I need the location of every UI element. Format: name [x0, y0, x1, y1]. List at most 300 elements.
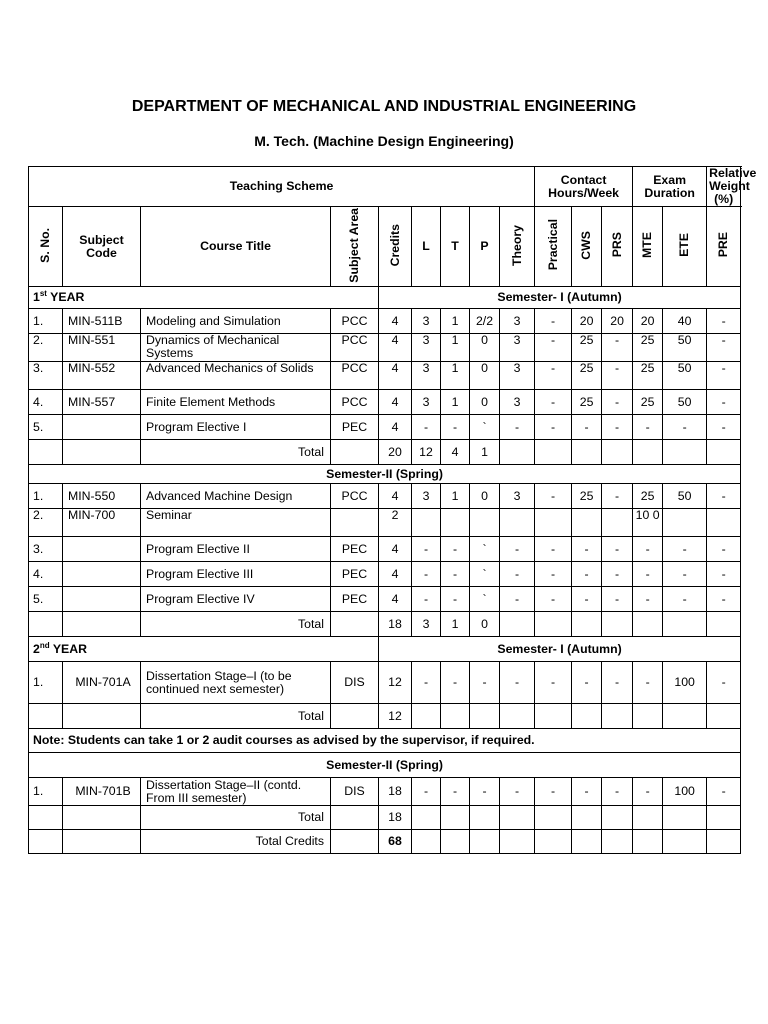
ete-cell: - [663, 537, 707, 562]
total-label: Total Credits [141, 830, 331, 854]
pre-header: PRE [716, 232, 731, 258]
cws-cell: 20 [572, 309, 602, 334]
empty-cell [29, 440, 63, 465]
total-credits: 68 [379, 830, 412, 854]
p-cell: 0 [470, 484, 500, 509]
practical-cell: - [535, 309, 572, 334]
mte-cell: 25 [633, 390, 663, 415]
practical-cell: - [535, 484, 572, 509]
empty-cell [707, 612, 741, 637]
sno-cell: 5. [29, 587, 63, 612]
prs-cell: 20 [602, 309, 633, 334]
theory-cell: 3 [500, 362, 535, 390]
pre-cell [707, 509, 741, 537]
theory-cell: 3 [500, 484, 535, 509]
subject-code-cell: MIN-550 [63, 484, 141, 509]
ete-cell: - [663, 415, 707, 440]
empty-cell [535, 830, 572, 854]
ete-cell: 40 [663, 309, 707, 334]
subject-area-cell [331, 509, 379, 537]
subject-area-cell: PEC [331, 537, 379, 562]
course-row [29, 537, 741, 562]
subject-area-cell: PCC [331, 362, 379, 390]
pre-cell: - [707, 537, 741, 562]
total-hours: 0 [470, 612, 500, 637]
empty-cell [572, 806, 602, 830]
subject-code-cell [63, 587, 141, 612]
practical-cell: - [535, 778, 572, 806]
prs-cell: - [602, 662, 633, 704]
total-credits: 20 [379, 440, 412, 465]
subject-code-cell: MIN-511B [63, 309, 141, 334]
subject-area-cell: PEC [331, 415, 379, 440]
empty-cell [63, 704, 141, 729]
l-cell: 3 [412, 484, 441, 509]
p-cell: 0 [470, 390, 500, 415]
year-word: YEAR [49, 641, 87, 656]
cws-cell: - [572, 587, 602, 612]
course-title-cell: Finite Element Methods [141, 390, 331, 415]
empty-cell [633, 806, 663, 830]
total-label: Total [141, 612, 331, 637]
theory-cell: - [500, 562, 535, 587]
course-title-cell: Program Elective III [141, 562, 331, 587]
cws-cell: - [572, 778, 602, 806]
mte-cell: - [633, 562, 663, 587]
teaching-scheme-header: Teaching Scheme [29, 167, 535, 207]
sno-cell: 4. [29, 390, 63, 415]
p-cell: ` [470, 587, 500, 612]
pre-cell: - [707, 309, 741, 334]
subject-area-cell: PCC [331, 334, 379, 362]
year-ordinal: st [39, 288, 47, 298]
credits-cell: 18 [379, 778, 412, 806]
empty-cell [707, 830, 741, 854]
subject-area-header: Subject Area [347, 207, 361, 283]
total-row [29, 806, 741, 830]
l-cell: 3 [412, 390, 441, 415]
sno-cell: 1. [29, 662, 63, 704]
year-ordinal: nd [39, 640, 50, 650]
empty-cell [633, 830, 663, 854]
empty-cell [663, 806, 707, 830]
practical-cell: - [535, 562, 572, 587]
course-title-cell: Dissertation Stage–II (contd. From III semester) [141, 778, 331, 806]
p-cell: 0 [470, 334, 500, 362]
ete-cell: 50 [663, 484, 707, 509]
cws-cell: 25 [572, 484, 602, 509]
sno-cell: 3. [29, 362, 63, 390]
practical-cell: - [535, 587, 572, 612]
empty-cell [29, 830, 63, 854]
empty-cell [663, 440, 707, 465]
empty-cell [331, 704, 379, 729]
course-title-cell: Dissertation Stage–I (to be continued next semester) [141, 662, 331, 704]
theory-cell: 3 [500, 334, 535, 362]
practical-cell: - [535, 390, 572, 415]
practical-cell: - [535, 537, 572, 562]
course-title-cell: Program Elective IV [141, 587, 331, 612]
total-hours: 3 [412, 612, 441, 637]
credits-cell: 4 [379, 390, 412, 415]
sno-cell: 1. [29, 309, 63, 334]
sno-cell: 1. [29, 484, 63, 509]
empty-cell [663, 830, 707, 854]
course-title-cell: Modeling and Simulation [141, 309, 331, 334]
semester-label: Semester- I (Autumn) [379, 637, 741, 662]
practical-cell: - [535, 662, 572, 704]
subject-code-cell: MIN-552 [63, 362, 141, 390]
credits-cell: 4 [379, 362, 412, 390]
l-cell: - [412, 415, 441, 440]
credits-cell: 4 [379, 562, 412, 587]
subject-code-cell: MIN-700 [63, 509, 141, 537]
empty-cell [663, 612, 707, 637]
semester-row [29, 753, 741, 778]
empty-cell [441, 806, 470, 830]
mte-cell: - [633, 537, 663, 562]
t-cell: - [441, 562, 470, 587]
course-title-cell: Dynamics of Mechanical Systems [141, 334, 331, 362]
semester-label: Semester-II (Spring) [29, 465, 741, 484]
sno-cell: 5. [29, 415, 63, 440]
mte-cell: - [633, 415, 663, 440]
empty-cell [602, 704, 633, 729]
semester-row [29, 465, 741, 484]
practical-cell: - [535, 362, 572, 390]
ete-cell: 100 [663, 778, 707, 806]
cws-cell: 25 [572, 390, 602, 415]
relative-weight-header: Relative Weight (%) [707, 167, 741, 207]
course-row [29, 362, 741, 390]
mte-cell: 10 0 [633, 509, 663, 537]
l-cell: 3 [412, 334, 441, 362]
sno-cell: 1. [29, 778, 63, 806]
empty-cell [535, 440, 572, 465]
header-row-columns [29, 207, 741, 287]
prs-header: PRS [609, 232, 624, 258]
course-title-cell: Program Elective II [141, 537, 331, 562]
subject-code-cell: MIN-701A [63, 662, 141, 704]
empty-cell [500, 704, 535, 729]
semester-row [29, 729, 741, 753]
empty-cell [29, 704, 63, 729]
cws-cell: 25 [572, 362, 602, 390]
l-cell: - [412, 562, 441, 587]
pre-cell: - [707, 662, 741, 704]
credits-cell: 4 [379, 334, 412, 362]
subject-area-cell: DIS [331, 662, 379, 704]
course-title-cell: Advanced Mechanics of Solids [141, 362, 331, 390]
empty-cell [535, 806, 572, 830]
l-cell: - [412, 662, 441, 704]
course-row [29, 334, 741, 362]
practical-header: Practical [545, 219, 560, 271]
empty-cell [572, 440, 602, 465]
total-label: Total [141, 704, 331, 729]
exam-duration-header: Exam Duration [633, 167, 707, 207]
department-title: DEPARTMENT OF MECHANICAL AND INDUSTRIAL ENGINEERING [131, 98, 637, 115]
sno-cell: 4. [29, 562, 63, 587]
t-cell: 1 [441, 309, 470, 334]
empty-cell [633, 704, 663, 729]
empty-cell [412, 806, 441, 830]
l-cell: 3 [412, 309, 441, 334]
theory-cell: - [500, 415, 535, 440]
practical-cell: - [535, 334, 572, 362]
empty-cell [412, 830, 441, 854]
pre-cell: - [707, 334, 741, 362]
teaching-scheme-table [28, 166, 757, 854]
empty-cell [63, 806, 141, 830]
course-title-cell: Seminar [141, 509, 331, 537]
theory-header: Theory [509, 224, 524, 266]
total-credits: 18 [379, 806, 412, 830]
l-cell: - [412, 778, 441, 806]
total-hours: 12 [412, 440, 441, 465]
empty-cell [441, 704, 470, 729]
credits-cell: 12 [379, 662, 412, 704]
t-cell: 1 [441, 484, 470, 509]
ete-header: ETE [677, 233, 692, 257]
p-cell: - [470, 778, 500, 806]
pre-cell: - [707, 390, 741, 415]
practical-cell: - [535, 415, 572, 440]
course-title-cell: Advanced Machine Design [141, 484, 331, 509]
subject-code-cell: MIN-551 [63, 334, 141, 362]
empty-cell [572, 830, 602, 854]
credits-cell: 4 [379, 537, 412, 562]
credits-header: Credits [387, 223, 402, 267]
contact-hours-header: Contact Hours/Week [535, 167, 633, 207]
course-title-header: Course Title [141, 207, 331, 287]
empty-cell [572, 704, 602, 729]
empty-cell [63, 440, 141, 465]
empty-cell [29, 806, 63, 830]
mte-cell: - [633, 778, 663, 806]
p-cell: 0 [470, 362, 500, 390]
total-hours: 1 [470, 440, 500, 465]
empty-cell [602, 612, 633, 637]
sno-header: S. No. [38, 227, 52, 263]
l-cell: - [412, 537, 441, 562]
p-cell: ` [470, 537, 500, 562]
pre-cell: - [707, 484, 741, 509]
subject-area-cell: PEC [331, 562, 379, 587]
t-cell: - [441, 587, 470, 612]
subject-area-cell: PCC [331, 390, 379, 415]
pre-cell: - [707, 562, 741, 587]
course-row [29, 484, 741, 509]
subject-area-cell: PCC [331, 309, 379, 334]
p-cell: ` [470, 562, 500, 587]
total-hours: 4 [441, 440, 470, 465]
prs-cell: - [602, 334, 633, 362]
empty-cell [470, 704, 500, 729]
empty-cell [412, 704, 441, 729]
mte-cell: 20 [633, 309, 663, 334]
prs-cell: - [602, 562, 633, 587]
subject-area-cell: PEC [331, 587, 379, 612]
cws-cell [572, 509, 602, 537]
total-hours: 1 [441, 612, 470, 637]
cws-header: CWS [579, 230, 594, 260]
empty-cell [331, 830, 379, 854]
theory-cell: - [500, 662, 535, 704]
audit-note: Note: Students can take 1 or 2 audit courses as advised by the supervisor, if required. [29, 729, 741, 753]
total-row [29, 830, 741, 854]
l-cell: - [412, 587, 441, 612]
prs-cell: - [602, 587, 633, 612]
course-row [29, 778, 741, 806]
prs-cell: - [602, 778, 633, 806]
t-cell [441, 509, 470, 537]
year-label [29, 637, 379, 662]
theory-cell: - [500, 537, 535, 562]
prs-cell: - [602, 390, 633, 415]
empty-cell [707, 806, 741, 830]
pre-cell: - [707, 415, 741, 440]
cws-cell: - [572, 415, 602, 440]
pre-cell: - [707, 778, 741, 806]
p-cell: ` [470, 415, 500, 440]
total-credits: 12 [379, 704, 412, 729]
theory-cell: 3 [500, 309, 535, 334]
t-cell: - [441, 537, 470, 562]
prs-cell: - [602, 415, 633, 440]
t-cell: - [441, 778, 470, 806]
empty-cell [470, 830, 500, 854]
p-header: P [470, 207, 500, 287]
p-cell: 2/2 [470, 309, 500, 334]
semester-label: Semester- I (Autumn) [379, 287, 741, 309]
program-subtitle: M. Tech. (Machine Design Engineering) [254, 133, 514, 149]
l-cell [412, 509, 441, 537]
t-cell: 1 [441, 362, 470, 390]
theory-cell [500, 509, 535, 537]
course-row [29, 562, 741, 587]
subject-code-cell [63, 415, 141, 440]
t-cell: 1 [441, 390, 470, 415]
total-row [29, 612, 741, 637]
empty-cell [707, 440, 741, 465]
cws-cell: - [572, 562, 602, 587]
t-cell: - [441, 662, 470, 704]
p-cell [470, 509, 500, 537]
empty-cell [707, 704, 741, 729]
pre-cell: - [707, 362, 741, 390]
sno-cell: 2. [29, 509, 63, 537]
cws-cell: - [572, 662, 602, 704]
empty-cell [535, 704, 572, 729]
empty-cell [663, 704, 707, 729]
mte-header: MTE [640, 232, 655, 258]
prs-cell: - [602, 537, 633, 562]
l-header: L [412, 207, 441, 287]
header-row-top [29, 167, 741, 207]
ete-cell: - [663, 562, 707, 587]
year-number: 1 [33, 290, 40, 304]
credits-cell: 4 [379, 587, 412, 612]
l-cell: 3 [412, 362, 441, 390]
mte-cell: 25 [633, 484, 663, 509]
course-row [29, 415, 741, 440]
subject-code-cell [63, 562, 141, 587]
empty-cell [331, 806, 379, 830]
ete-cell: - [663, 587, 707, 612]
year-label [29, 287, 379, 309]
empty-cell [500, 612, 535, 637]
sno-cell: 2. [29, 334, 63, 362]
total-row [29, 704, 741, 729]
mte-cell: 25 [633, 334, 663, 362]
empty-cell [29, 612, 63, 637]
cws-cell: - [572, 537, 602, 562]
credits-cell: 2 [379, 509, 412, 537]
subject-code-header: Subject Code [63, 207, 141, 287]
empty-cell [602, 440, 633, 465]
year-word: YEAR [46, 290, 85, 304]
course-row [29, 309, 741, 334]
empty-cell [63, 830, 141, 854]
empty-cell [572, 612, 602, 637]
credits-cell: 4 [379, 484, 412, 509]
empty-cell [331, 440, 379, 465]
empty-cell [602, 806, 633, 830]
course-row [29, 662, 741, 704]
ete-cell: 50 [663, 390, 707, 415]
t-cell: 1 [441, 334, 470, 362]
prs-cell: - [602, 484, 633, 509]
ete-cell: 100 [663, 662, 707, 704]
ete-cell: 50 [663, 362, 707, 390]
theory-cell: - [500, 778, 535, 806]
total-row [29, 440, 741, 465]
subject-code-cell [63, 537, 141, 562]
theory-cell: - [500, 587, 535, 612]
year-number: 2 [33, 641, 40, 656]
credits-cell: 4 [379, 415, 412, 440]
empty-cell [500, 806, 535, 830]
year-row [29, 637, 741, 662]
empty-cell [535, 612, 572, 637]
empty-cell [602, 830, 633, 854]
mte-cell: - [633, 587, 663, 612]
semester-label: Semester-II (Spring) [29, 753, 741, 778]
ete-cell [663, 509, 707, 537]
empty-cell [500, 830, 535, 854]
total-credits: 18 [379, 612, 412, 637]
theory-cell: 3 [500, 390, 535, 415]
year-row [29, 287, 741, 309]
practical-cell [535, 509, 572, 537]
prs-cell [602, 509, 633, 537]
empty-cell [63, 612, 141, 637]
subject-area-cell: DIS [331, 778, 379, 806]
total-label: Total [141, 440, 331, 465]
t-cell: - [441, 415, 470, 440]
credits-cell: 4 [379, 309, 412, 334]
empty-cell [331, 612, 379, 637]
t-header: T [441, 207, 470, 287]
course-row [29, 390, 741, 415]
empty-cell [500, 440, 535, 465]
empty-cell [441, 830, 470, 854]
prs-cell: - [602, 362, 633, 390]
empty-cell [633, 440, 663, 465]
course-title-cell: Program Elective I [141, 415, 331, 440]
pre-cell: - [707, 587, 741, 612]
